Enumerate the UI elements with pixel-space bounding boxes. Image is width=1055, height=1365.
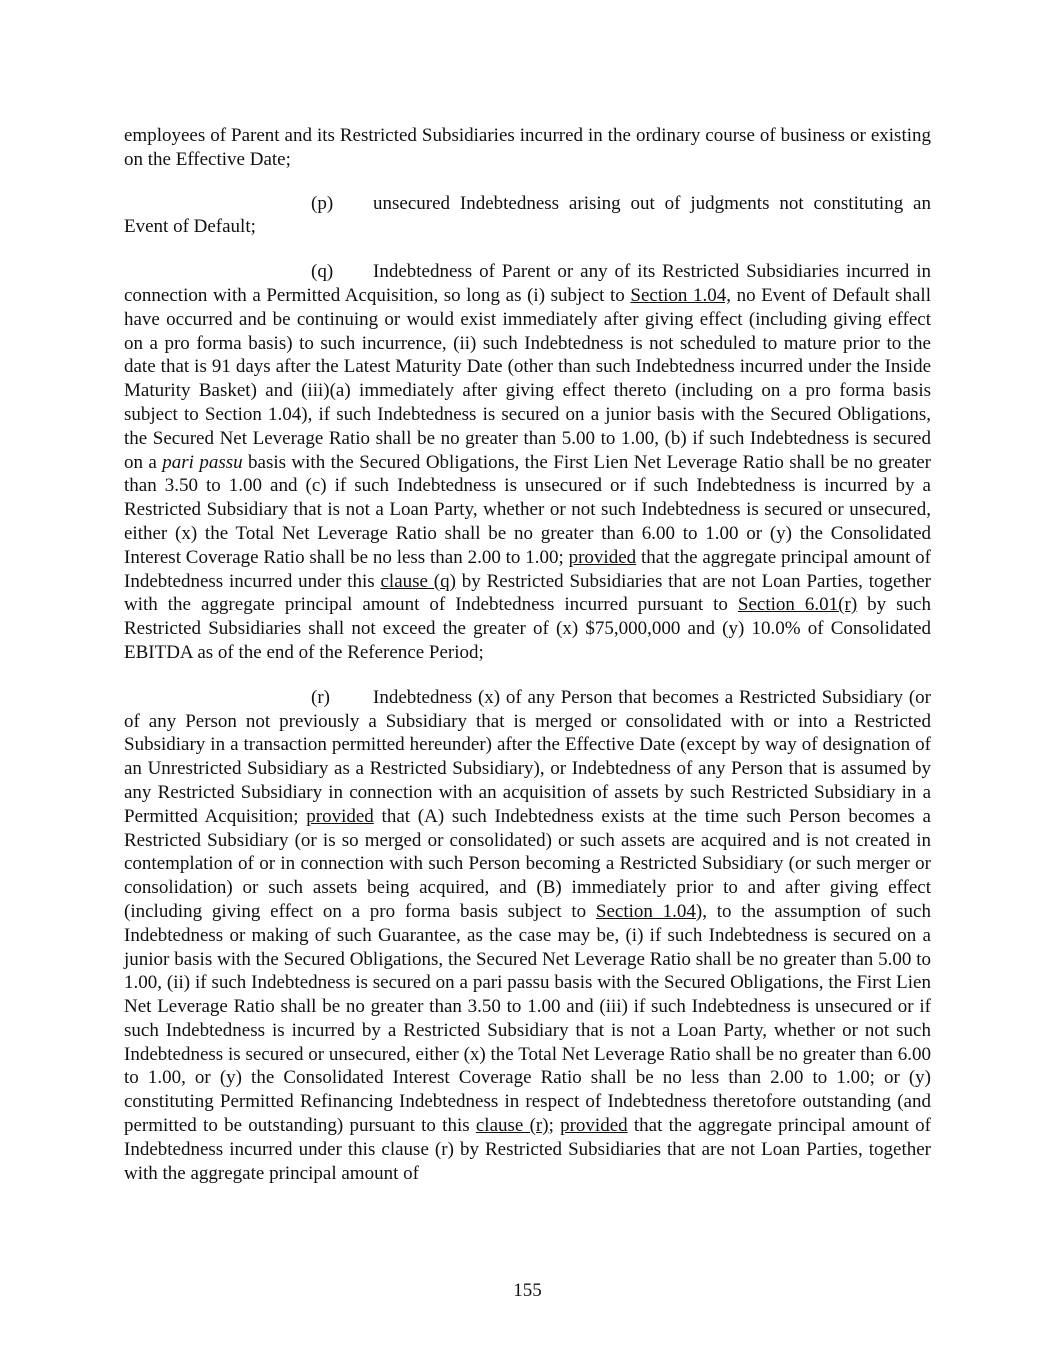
paragraph-r: (r) Indebtedness (x) of any Person that becomes a Restricted Subsidiary (or of any Person not previously a Subsidiary that is merged or consolidated with or into a Restricted Subsidiary in a transaction permitted hereunder) after the Effective Date (except by way of designation of an Unrestricted Subsidiary as a Restricted Subsidiary), or Indebtedness of any Person that is assumed by any Restricted Subsidiary in connection with an acquisition of assets by such Restricted Subsidiary in a Permitted Acquisition; provided that (A) such Indebtedness exists at the time such Person becomes a Restricted Subsidiary (or is so merged or consolidated) or such assets are acquired and is not created in contemplation of or in connection with such Person becoming a Restricted Subsidiary (or such merger or consolidation) or such assets being acquired, and (B) immediately prior to and after giving effect (including giving effect on a pro forma basis subject to Section 1.04), to the assumption of such Indebtedness or making of such Guarantee, as the case may be, (i) if such Indebtedness is secured on a junior basis with the Secured Obligations, the Secured Net Leverage Ratio shall be no greater than 5.00 to 1.00, (ii) if such Indebtedness is secured on a pari passu basis with the Secured Obligations, the First Lien Net Leverage Ratio shall be no greater than 3.50 to 1.00 and (iii) if such Indebtedness is unsecured or if such Indebtedness is incurred by a Restricted Subsidiary that is not a Loan Party, whether or not such Indebtedness is secured or unsecured, either (x) the Total Net Leverage Ratio shall be no greater than 6.00 to 1.00, or (y) the Consolidated Interest Coverage Ratio shall be no less than 2.00 to 1.00; or (y) constituting Permitted Refinancing Indebtedness in respect of Indebtedness theretofore outstanding (and permitted to be outstanding) pursuant to this clause (r); provided that the aggregate principal amount of Indebtedness incurred under this clause (r) by Restricted Subsidiaries that are not Loan Parties, together with the aggregate principal amount of xyxy=(124,686,931,1184)
clause-label-q: (q) xyxy=(311,261,334,283)
section-6-01r-reference: Section 6.01(r) xyxy=(737,594,858,616)
clause-r-reference: clause (r) xyxy=(475,1115,549,1137)
section-1-04-reference: Section 1.04 xyxy=(595,900,696,922)
document-body xyxy=(124,124,931,1206)
paragraph-p xyxy=(124,192,931,240)
page-number: 155 xyxy=(513,1280,542,1301)
section-1-04-reference: Section 1.04, xyxy=(630,284,731,306)
paragraph-q: (q) Indebtedness of Parent or any of its Restricted Subsidiaries incurred in connection with a Permitted Acquisition, so long as (i) subject to Section 1.04, no Event of Default shall have occurred and be continuing or would exist immediately after giving effect (including giving effect on a pro forma basis) to such incurrence, (ii) such Indebtedness is not scheduled to mature prior to the date that is 91 days after the Latest Maturity Date (other than such Indebtedness incurred under the Inside Maturity Basket) and (iii)(a) immediately after giving effect thereto (including on a pro forma basis subject to Section 1.04), if such Indebtedness is secured on a junior basis with the Secured Obligations, the Secured Net Leverage Ratio shall be no greater than 5.00 to 1.00, (b) if such Indebtedness is secured on a pari passu basis with the Secured Obligations, the First Lien Net Leverage Ratio shall be no greater than 3.50 to 1.00 and (c) if such Indebtedness is unsecured or if such Indebtedness is incurred by a Restricted Subsidiary that is not a Loan Party, whether or not such Indebtedness is secured or unsecured, either (x) the Total Net Leverage Ratio shall be no greater than 6.00 to 1.00 or (y) the Consolidated Interest Coverage Ratio shall be no less than 2.00 to 1.00; provided that the aggregate principal amount of Indebtedness incurred under this clause (q) by Restricted Subsidiaries that are not Loan Parties, together with the aggregate principal amount of Indebtedness incurred pursuant to Section 6.01(r) by such Restricted Subsidiaries shall not exceed the greater of (x) $75,000,000 and (y) 10.0% of Consolidated EBITDA as of the end of the Reference Period; xyxy=(124,261,931,663)
pari-passu-italic: pari passu xyxy=(162,451,243,473)
clause-label-r: (r) xyxy=(311,686,330,708)
provided-term: provided xyxy=(560,1115,628,1137)
provided-term: provided xyxy=(306,805,374,827)
clause-label-p: (p) xyxy=(311,192,334,214)
clause-p-text: unsecured Indebtedness arising out of judgments not constituting an Event of Default; xyxy=(124,192,931,238)
provided-term: provided xyxy=(568,546,637,568)
paragraph-o-continuation: employees of Parent and its Restricted Subsidiaries incurred in the ordinary course of business or existing on the Effective Date; xyxy=(124,125,931,170)
clause-q-reference: clause (q) xyxy=(380,570,456,592)
